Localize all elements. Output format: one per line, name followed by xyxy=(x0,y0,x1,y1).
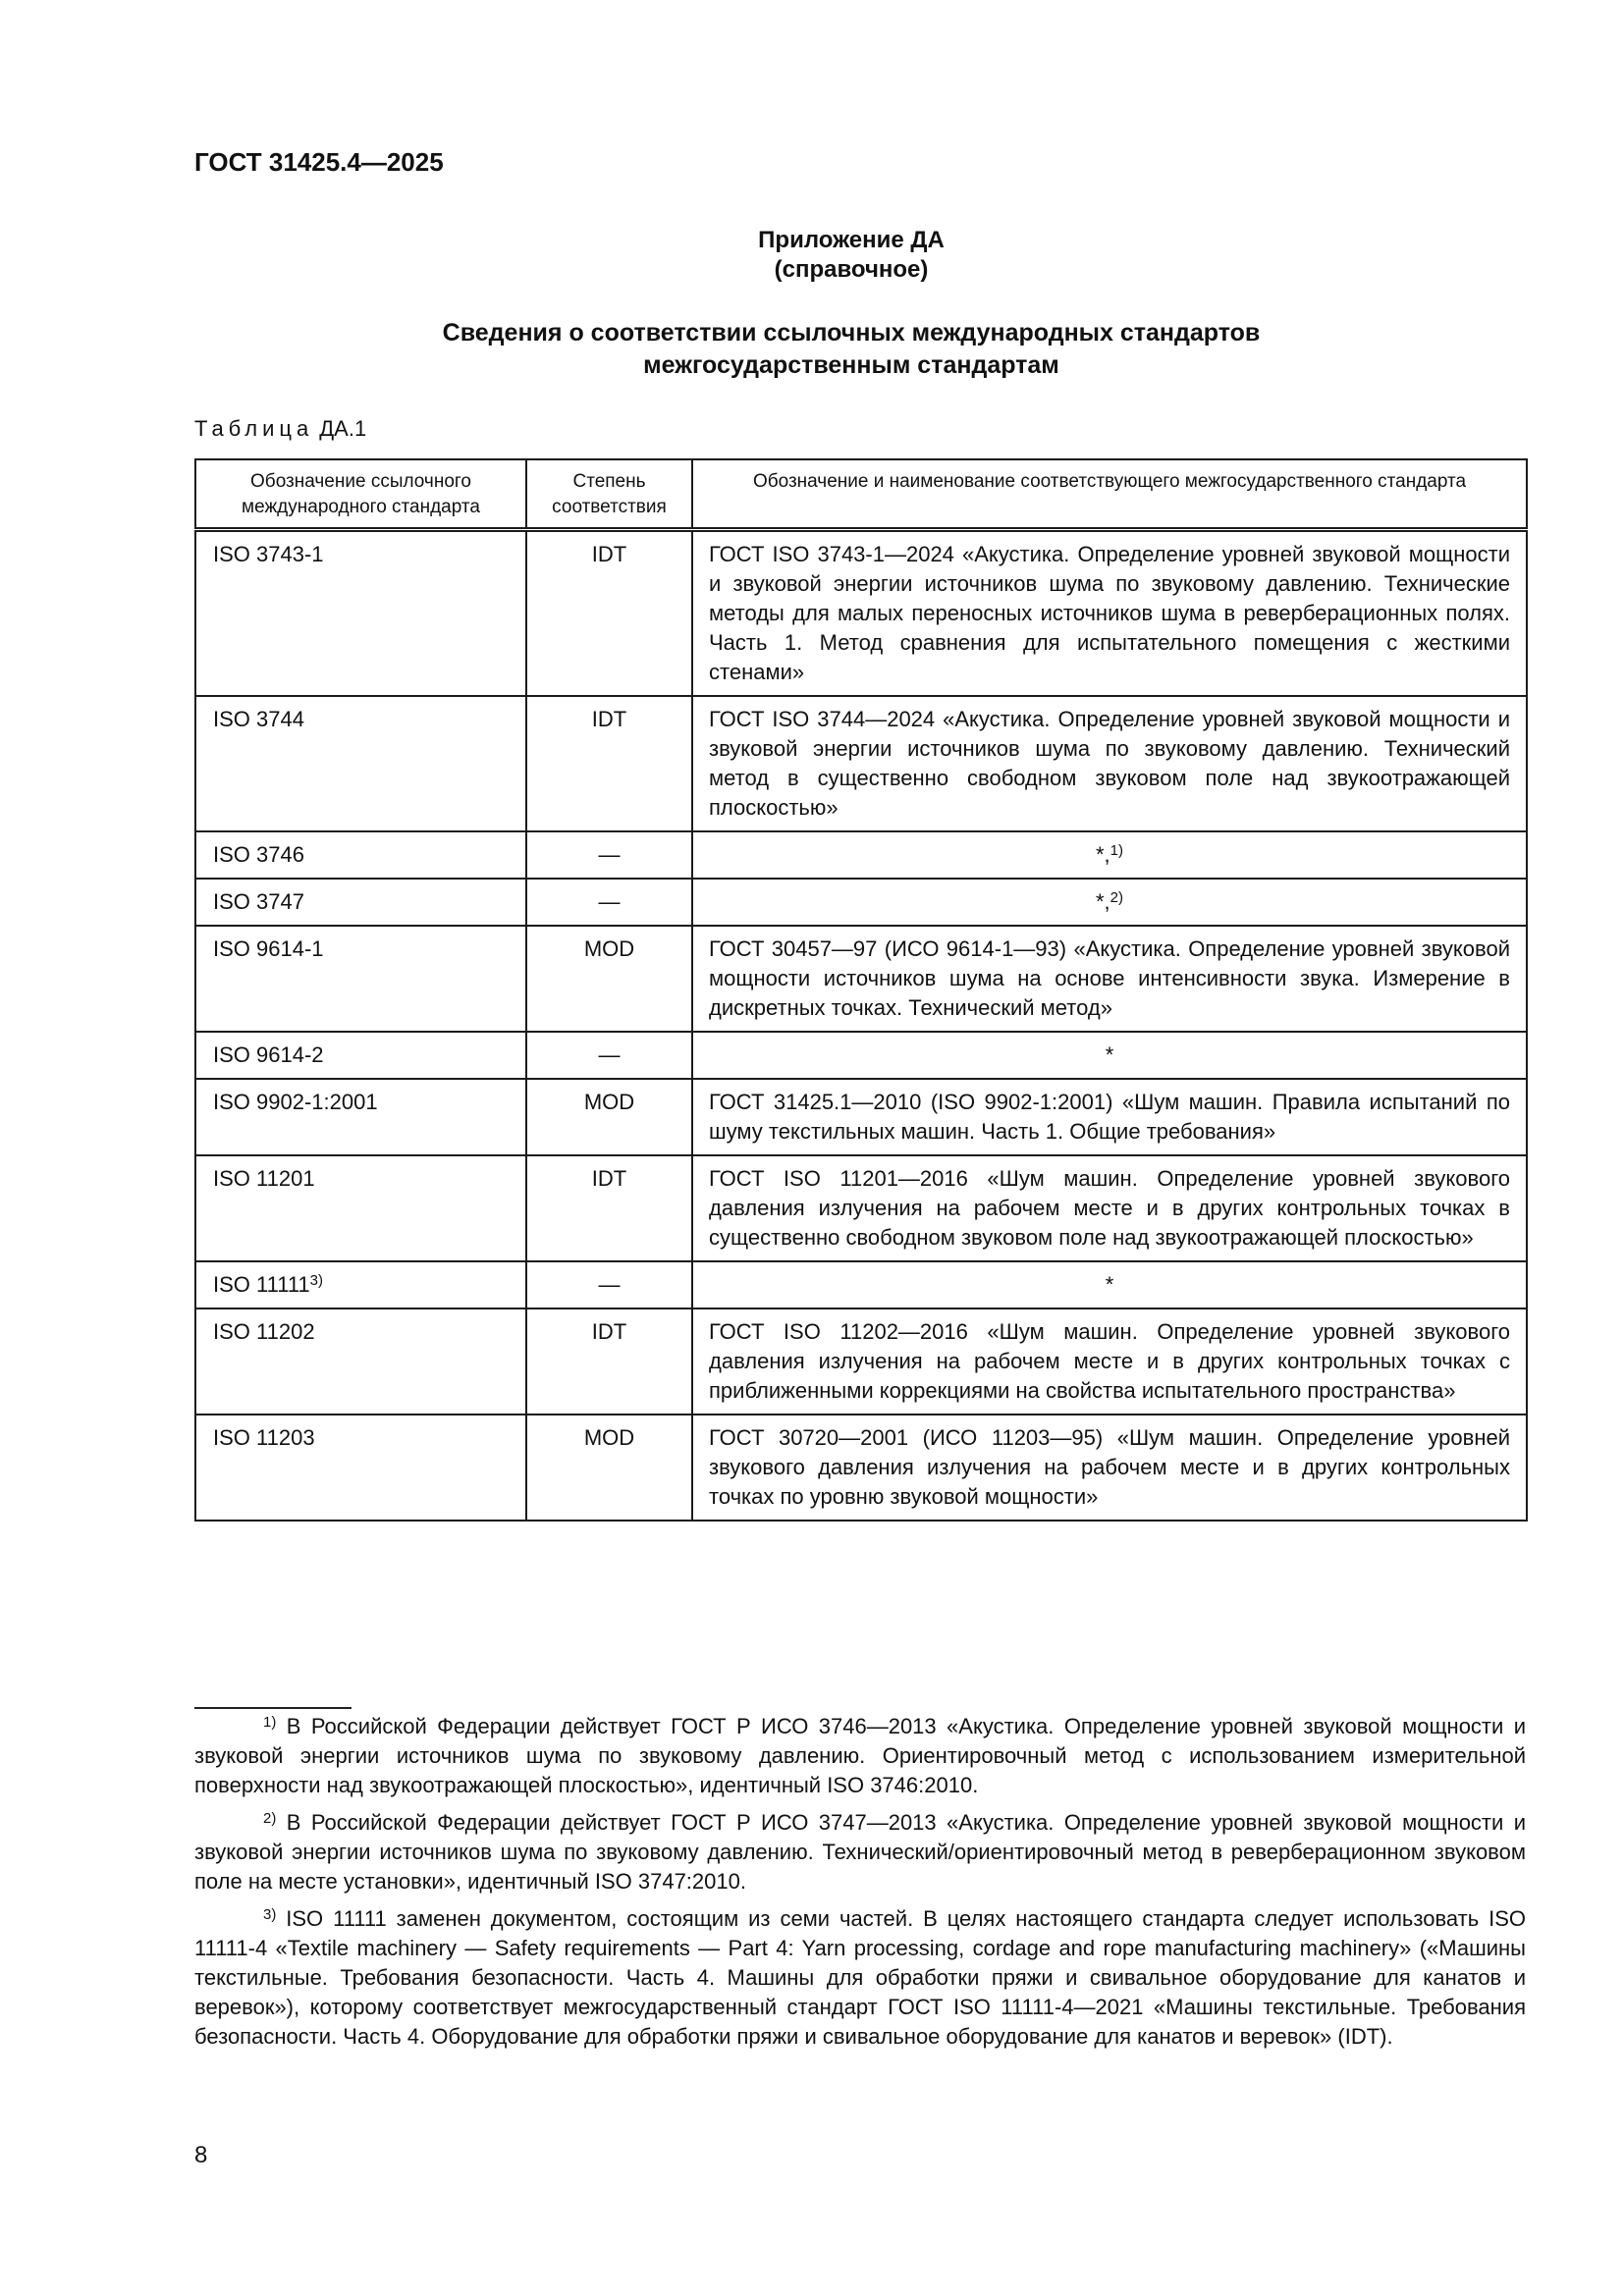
degree-of-correspondence-cell: — xyxy=(526,831,692,879)
reference-standard-cell xyxy=(195,1261,526,1308)
reference-standard-cell xyxy=(195,1079,526,1155)
interstate-standard-cell xyxy=(692,1155,1527,1261)
reference-standard-cell xyxy=(195,831,526,879)
annex-heading-line-1: Сведения о соответствии ссылочных международных стандартов xyxy=(442,319,1261,347)
reference-standard-code: ISO 11111 xyxy=(213,1272,310,1297)
interstate-standard-cell xyxy=(692,831,1527,879)
annex-status: (справочное) xyxy=(774,256,929,283)
interstate-standard-cell xyxy=(692,1308,1527,1415)
degree-of-correspondence-cell: — xyxy=(526,1032,692,1079)
table-caption-number: ДА.1 xyxy=(319,416,367,441)
header-interstate-standard: Обозначение и наименование соответствующего межгосударственного стандарта xyxy=(692,459,1527,530)
reference-standard-cell xyxy=(195,530,526,697)
footnote-mark: 1) xyxy=(1110,842,1124,859)
interstate-standard-text: ГОСТ 30457—97 (ИСО 9614-1—93) «Акустика. Определение уровней звуковой мощности источников шума на основе интенсивности звука. Измерение в дискретных точках. Технический метод» xyxy=(709,936,1510,1020)
degree-of-correspondence-cell: MOD xyxy=(526,1079,692,1155)
interstate-standard-text: ГОСТ ISO 3743-1—2024 «Акустика. Определение уровней звуковой мощности и звуковой энергии источников шума по звуковому давлению. Технические методы для малых переносных источников шума в реверберационных полях. Часть 1. Метод сравнения для испытательного помещения с жесткими стенами» xyxy=(709,542,1510,684)
footnote xyxy=(194,1808,1526,1896)
footnote-mark: 2) xyxy=(1110,889,1124,906)
reference-standard-code: ISO 9902-1:2001 xyxy=(213,1090,378,1114)
interstate-standard-text: ГОСТ ISO 3744—2024 «Акустика. Определение уровней звуковой мощности и звуковой энергии источников шума по звуковому давлению. Технический метод в существенно свободном звуковом поле над звукоотражающей плоскостью» xyxy=(709,707,1510,820)
interstate-standard-text: *, xyxy=(1095,842,1110,867)
table-row xyxy=(195,926,1527,1032)
table-row xyxy=(195,1261,1527,1308)
reference-standard-code: ISO 9614-1 xyxy=(213,936,324,961)
interstate-standard-cell xyxy=(692,879,1527,926)
degree-of-correspondence-cell: MOD xyxy=(526,1415,692,1521)
interstate-standard-text: ГОСТ 30720—2001 (ИСО 11203—95) «Шум машин. Определение уровней звукового давления излучения на рабочем месте и в других контрольных точках по уровню звуковой мощности» xyxy=(709,1425,1510,1509)
annex-heading-line-2: межгосударственным стандартам xyxy=(643,351,1059,379)
degree-of-correspondence-cell: IDT xyxy=(526,1155,692,1261)
interstate-standard-cell xyxy=(692,926,1527,1032)
footnote-text: В Российской Федерации действует ГОСТ Р ИСО 3747—2013 «Акустика. Определение уровней звуковой мощности и звуковой энергии источников шума по звуковому давлению. Технический/ориентировочный метод в реверберационном звуковом поле на месте установки», идентичный ISO 3747:2010. xyxy=(194,1810,1526,1894)
reference-standard-cell xyxy=(195,926,526,1032)
table-row xyxy=(195,831,1527,879)
annex-title: Приложение ДА xyxy=(758,227,945,253)
page-number: 8 xyxy=(194,2142,208,2168)
footnote-separator xyxy=(194,1707,352,1709)
footnote-text: ISO 11111 заменен документом, состоящим из семи частей. В целях настоящего стандарта следует использовать ISO 11111-4 «Textile machinery — Safety requirements — Part 4: Yarn processing, cordage and rope manufacturing machinery» («Машины текстильные. Требования безопасности. Часть 4. Машины для обработки пряжи и свивальное оборудование для канатов и веревок»), которому соответствует межгосударственный стандарт ГОСТ ISO 11111-4—2021 «Машины текстильные. Требования безопасности. Часть 4. Оборудование для обработки пряжи и свивальное оборудование для канатов и веревок» (IDT). xyxy=(194,1906,1526,2049)
table-caption xyxy=(194,416,366,442)
table-row xyxy=(195,1079,1527,1155)
header-reference-standard: Обозначение ссылочного международного стандарта xyxy=(195,459,526,530)
footnote xyxy=(194,1712,1526,1800)
footnote-text: В Российской Федерации действует ГОСТ Р ИСО 3746—2013 «Акустика. Определение уровней звуковой мощности и звуковой энергии источников шума по звуковому давлению. Ориентировочный метод с использованием измерительной поверхности над звукоотражающей плоскостью», идентичный ISO 3746:2010. xyxy=(194,1714,1526,1797)
interstate-standard-cell xyxy=(692,1415,1527,1521)
table-body xyxy=(195,530,1527,1522)
reference-standard-cell xyxy=(195,879,526,926)
header-degree-of-correspondence: Степень соответствия xyxy=(526,459,692,530)
table-row xyxy=(195,1155,1527,1261)
reference-standard-code: ISO 11201 xyxy=(213,1166,315,1191)
interstate-standard-text: * xyxy=(1105,1272,1114,1297)
annex-heading xyxy=(0,317,1624,382)
reference-standard-code: ISO 3744 xyxy=(213,707,304,731)
reference-standard-code: ISO 3743-1 xyxy=(213,542,324,566)
reference-standard-code: ISO 11203 xyxy=(213,1425,315,1450)
interstate-standard-cell xyxy=(692,1079,1527,1155)
degree-of-correspondence-cell: — xyxy=(526,1261,692,1308)
footnote xyxy=(194,1904,1526,2052)
table-row xyxy=(195,530,1527,697)
interstate-standard-text: *, xyxy=(1095,889,1110,914)
reference-standard-cell xyxy=(195,1308,526,1415)
interstate-standard-cell xyxy=(692,1261,1527,1308)
document-code: ГОСТ 31425.4—2025 xyxy=(194,147,444,177)
degree-of-correspondence-cell: — xyxy=(526,879,692,926)
reference-standard-cell xyxy=(195,1155,526,1261)
reference-standard-cell xyxy=(195,1032,526,1079)
table-row xyxy=(195,1415,1527,1521)
degree-of-correspondence-cell: MOD xyxy=(526,926,692,1032)
table-row xyxy=(195,696,1527,831)
correspondence-table xyxy=(194,458,1528,1522)
interstate-standard-cell xyxy=(692,696,1527,831)
interstate-standard-cell xyxy=(692,530,1527,697)
annex-header xyxy=(0,226,1624,285)
degree-of-correspondence-cell: IDT xyxy=(526,696,692,831)
reference-standard-code: ISO 9614-2 xyxy=(213,1042,324,1067)
degree-of-correspondence-cell: IDT xyxy=(526,1308,692,1415)
footnotes xyxy=(194,1712,1526,2059)
interstate-standard-cell xyxy=(692,1032,1527,1079)
table-row xyxy=(195,1308,1527,1415)
reference-standard-code: ISO 3747 xyxy=(213,889,304,914)
table-caption-word: Таблица xyxy=(194,416,314,441)
table-row xyxy=(195,879,1527,926)
footnote-mark: 2) xyxy=(263,1810,277,1827)
footnote-mark: 1) xyxy=(263,1714,277,1731)
table-header-row xyxy=(195,459,1527,530)
interstate-standard-text: ГОСТ 31425.1—2010 (ISO 9902-1:2001) «Шум машин. Правила испытаний по шуму текстильных машин. Часть 1. Общие требования» xyxy=(709,1090,1510,1144)
reference-standard-code: ISO 3746 xyxy=(213,842,304,867)
degree-of-correspondence-cell: IDT xyxy=(526,530,692,697)
interstate-standard-text: ГОСТ ISO 11202—2016 «Шум машин. Определение уровней звукового давления излучения на рабочем месте и в других контрольных точках с приближенными коррекциями на свойства испытательного пространства» xyxy=(709,1319,1510,1403)
table-row xyxy=(195,1032,1527,1079)
reference-standard-code: ISO 11202 xyxy=(213,1319,315,1344)
reference-standard-cell xyxy=(195,1415,526,1521)
reference-standard-cell xyxy=(195,696,526,831)
interstate-standard-text: ГОСТ ISO 11201—2016 «Шум машин. Определение уровней звукового давления излучения на рабочем месте и в других контрольных точках в существенно свободном звуковом поле над звукоотражающей плоскостью» xyxy=(709,1166,1510,1250)
footnote-mark: 3) xyxy=(309,1272,323,1289)
interstate-standard-text: * xyxy=(1105,1042,1114,1067)
footnote-mark: 3) xyxy=(263,1906,277,1923)
